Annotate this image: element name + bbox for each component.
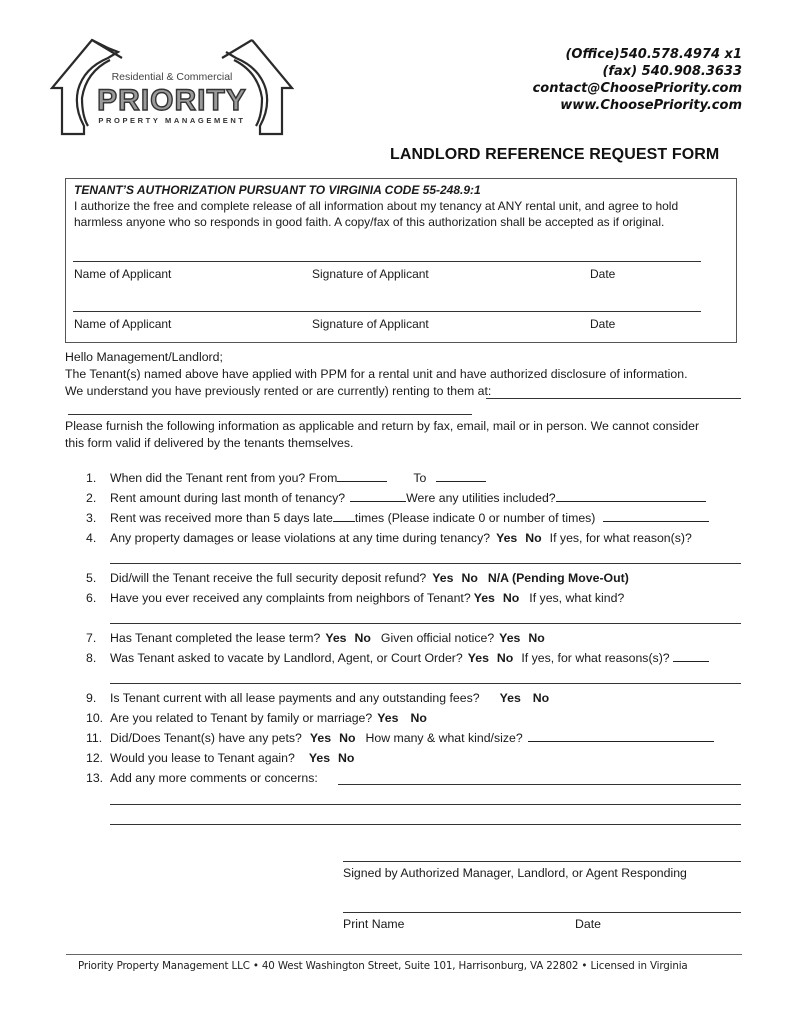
q7-no-option[interactable]: No	[354, 631, 371, 645]
question-3: 3. Rent was received more than 5 days late times (Please indicate 0 or number of times)	[86, 510, 709, 527]
question-2: 2. Rent amount during last month of tenancy? Were any utilities included?	[86, 490, 706, 507]
question-11: 11. Did/Does Tenant(s) have any pets? Yes No How many & what kind/size?	[86, 730, 714, 747]
q12-yes-option[interactable]: Yes	[308, 751, 331, 765]
logo-subtitle: PROPERTY MANAGEMENT	[98, 116, 246, 125]
comments-line-2[interactable]	[110, 804, 741, 805]
late-times-field[interactable]	[333, 510, 355, 522]
comments-line-1[interactable]	[338, 784, 741, 785]
q4-reason-line[interactable]	[110, 563, 741, 564]
q12-no-option[interactable]: No	[338, 751, 355, 765]
q5-yes-option[interactable]: Yes	[432, 571, 454, 585]
question-10: 10. Are you related to Tenant by family or marriage? Yes No	[86, 711, 427, 725]
question-12: 12. Would you lease to Tenant again? Yes No	[86, 751, 355, 765]
q6-no-option[interactable]: No	[502, 591, 520, 605]
signature-date-label: Date	[575, 917, 601, 931]
authorization-heading: TENANT’S AUTHORIZATION PURSUANT TO VIRGINIA CODE 55-248.9:1	[74, 183, 481, 197]
applicant-2-signature-label: Signature of Applicant	[312, 317, 429, 331]
q5-no-option[interactable]: No	[461, 571, 478, 585]
question-7: 7. Has Tenant completed the lease term? Yes No Given official notice? Yes No	[86, 631, 545, 645]
q8-reason-field[interactable]	[673, 650, 709, 662]
comments-line-3[interactable]	[110, 824, 741, 825]
applicant-2-date-label: Date	[590, 317, 616, 331]
question-6: 6. Have you ever received any complaints from neighbors of Tenant? Yes No If yes, what kind?	[86, 591, 625, 605]
q4-yes-option[interactable]: Yes	[496, 531, 518, 545]
house-outline-icon	[48, 38, 296, 138]
logo-tagline: Residential & Commercial	[111, 71, 233, 83]
to-date-field[interactable]	[436, 470, 486, 482]
q4-no-option[interactable]: No	[525, 531, 542, 545]
q7-notice-yes-option[interactable]: Yes	[499, 631, 521, 645]
rental-address-line-2[interactable]	[68, 414, 472, 415]
q11-pets-field[interactable]	[528, 730, 714, 742]
q9-no-option[interactable]: No	[532, 691, 550, 705]
authorization-text: I authorize the free and complete release of all information about my tenancy at ANY rental unit, and agree to hold harmless anyone who so responds in good faith. A copy/fax of this authorization shall be accepted as if original.	[74, 199, 679, 229]
question-8: 8. Was Tenant asked to vacate by Landlord, Agent, or Court Order? Yes No If yes, for what reasons(s)?	[86, 650, 709, 667]
q8-yes-option[interactable]: Yes	[467, 651, 489, 665]
contact-email[interactable]: contact@ChoosePriority.com	[532, 81, 742, 96]
logo-name: PRIORITY	[97, 84, 247, 117]
applicant-1-signature-line[interactable]	[73, 261, 701, 262]
q11-no-option[interactable]: No	[339, 731, 356, 745]
q7-yes-option[interactable]: Yes	[325, 631, 347, 645]
question-1: 1. When did the Tenant rent from you? From To	[86, 470, 486, 487]
signed-by-label: Signed by Authorized Manager, Landlord, or Agent Responding	[343, 866, 687, 880]
rent-amount-field[interactable]	[350, 490, 406, 502]
applicant-2-name-label: Name of Applicant	[74, 317, 172, 331]
q8-reason-line[interactable]	[110, 683, 741, 684]
form-title: LANDLORD REFERENCE REQUEST FORM	[390, 146, 720, 163]
footer-divider	[66, 954, 742, 955]
instructions-line-1: Please furnish the following information as applicable and return by fax, email, mail or in person. We cannot consider	[65, 419, 700, 433]
contact-info	[533, 46, 742, 114]
website-link[interactable]: www.ChoosePriority.com	[560, 98, 742, 113]
q5-na-option[interactable]: N/A (Pending Move-Out)	[487, 571, 629, 585]
intro-line-1: The Tenant(s) named above have applied with PPM for a rental unit and have authorized disclosure of information.	[65, 367, 688, 381]
from-date-field[interactable]	[337, 470, 387, 482]
print-name-line[interactable]	[343, 912, 741, 913]
greeting: Hello Management/Landlord;	[65, 350, 223, 364]
intro-line-2: We understand you have previously rented or are currently) renting to them at:	[65, 384, 492, 398]
footer-address: Priority Property Management LLC • 40 West Washington Street, Suite 101, Harrisonburg, VA 22802 • Licensed in Virginia	[78, 960, 688, 972]
instructions-line-2: this form valid if delivered by the tenants themselves.	[65, 436, 354, 450]
utilities-field[interactable]	[556, 490, 706, 502]
question-13: 13. Add any more comments or concerns:	[86, 771, 318, 785]
print-name-label: Print Name	[343, 917, 405, 931]
q6-complaint-line[interactable]	[110, 623, 741, 624]
applicant-1-name-label: Name of Applicant	[74, 267, 172, 281]
late-times-note-field[interactable]	[603, 510, 709, 522]
q9-yes-option[interactable]: Yes	[499, 691, 521, 705]
q10-no-option[interactable]: No	[410, 711, 427, 725]
applicant-1-date-label: Date	[590, 267, 616, 281]
q11-yes-option[interactable]: Yes	[309, 731, 332, 745]
rental-address-line-1[interactable]	[486, 398, 741, 399]
applicant-2-signature-line[interactable]	[73, 311, 701, 312]
q8-no-option[interactable]: No	[496, 651, 514, 665]
question-9: 9. Is Tenant current with all lease payments and any outstanding fees? Yes No	[86, 691, 550, 705]
manager-signature-line[interactable]	[343, 861, 741, 862]
q10-yes-option[interactable]: Yes	[377, 711, 399, 725]
fax-number: (fax) 540.908.3633	[602, 64, 742, 79]
office-phone: (Office)540.578.4974 x1	[565, 47, 742, 62]
authorization-box	[65, 178, 737, 343]
company-logo	[48, 38, 296, 138]
question-5: 5. Did/will the Tenant receive the full security deposit refund? Yes No N/A (Pending Move-Out)	[86, 571, 629, 585]
applicant-1-signature-label: Signature of Applicant	[312, 267, 429, 281]
q7-notice-no-option[interactable]: No	[528, 631, 545, 645]
q6-yes-option[interactable]: Yes	[473, 591, 495, 605]
question-4: 4. Any property damages or lease violations at any time during tenancy? Yes No If yes, for what reason(s)?	[86, 531, 692, 545]
